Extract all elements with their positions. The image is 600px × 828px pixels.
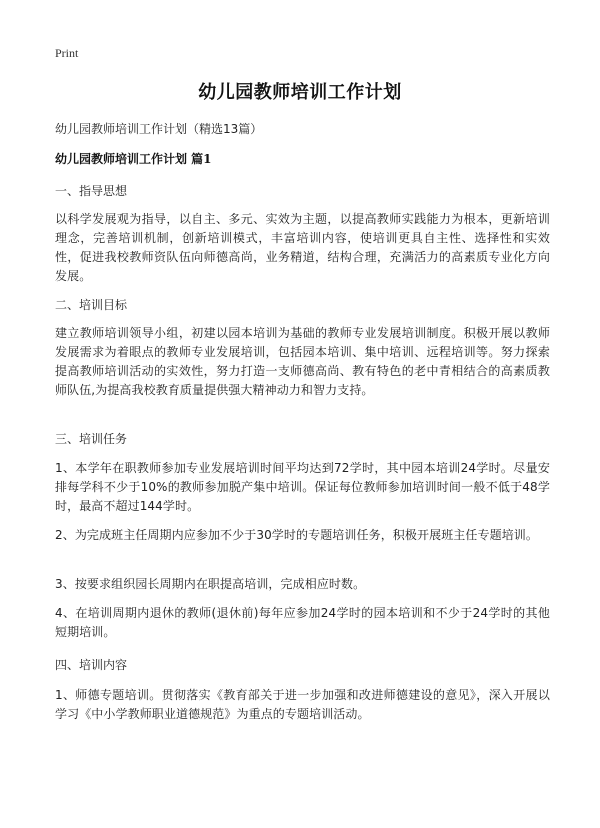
paragraph-training-goals: 建立教师培训领导小组，初建以园本培训为基础的教师专业发展培训制度。积极开展以教师发展需求为着眼点的教师专业发展培训，包括园本培训、集中培训、远程培训等。努力探索提高教师培训活动的实效性，努力打造一支师德高尚、教有特色的老中青相结合的高素质教师队伍,为提高我校教育质量提供强大精神动力和智力支持。 (55, 326, 550, 397)
heading-training-tasks: 三、培训任务 (55, 432, 128, 446)
paragraph-guiding-ideology: 以科学发展观为指导，以自主、多元、实效为主题，以提高教师实践能力为根本，更新培训理念，完善培训机制，创新培训模式，丰富培训内容，使培训更具自主性、选择性和实效性，促进我校教师资队伍向师德高尚，业务精道，结构合理，充满活力的高素质专业化方向发展。 (55, 212, 550, 283)
heading-training-content: 四、培训内容 (55, 658, 128, 672)
print-link[interactable]: Print (55, 46, 79, 60)
section-title: 幼儿园教师培训工作计划 篇1 (55, 152, 212, 166)
heading-guiding-ideology: 一、指导思想 (55, 184, 128, 198)
document-subtitle: 幼儿园教师培训工作计划（精选13篇） (55, 122, 263, 136)
paragraph-task-3: 3、按要求组织园长周期内在职提高培训，完成相应时数。 (55, 577, 366, 591)
page-title: 幼儿园教师培训工作计划 (198, 82, 402, 103)
paragraph-task-1: 1、本学年在职教师参加专业发展培训时间平均达到72学时，其中园本培训24学时。尽量安排每学科不少于10%的教师参加脱产集中培训。保证每位教师参加培训时间一般不低于48学时，最高不超过144学时。 (55, 461, 550, 513)
paragraph-task-4: 4、在培训周期内退休的教师(退休前)每年应参加24学时的园本培训和不少于24学时的其他短期培训。 (55, 606, 550, 639)
heading-training-goals: 二、培训目标 (55, 298, 128, 312)
paragraph-task-2: 2、为完成班主任周期内应参加不少于30学时的专题培训任务，积极开展班主任专题培训。 (55, 528, 539, 542)
paragraph-content-1: 1、师德专题培训。贯彻落实《教育部关于进一步加强和改进师德建设的意见》，深入开展以学习《中小学教师职业道德规范》为重点的专题培训活动。 (55, 688, 550, 721)
